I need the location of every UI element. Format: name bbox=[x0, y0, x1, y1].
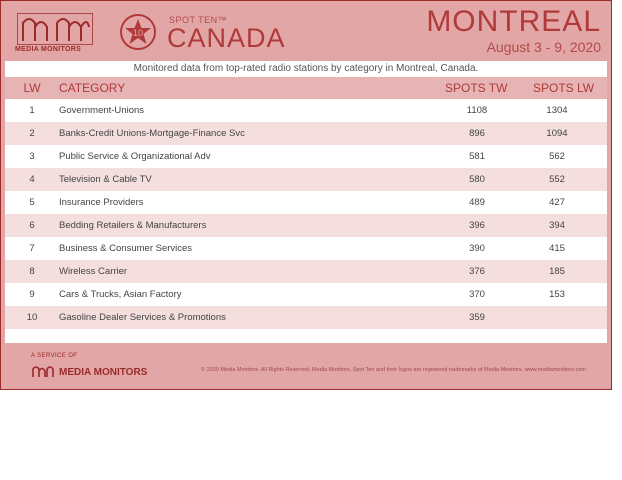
row-lw: 8 bbox=[29, 266, 35, 277]
row-category: Wireless Carrier bbox=[59, 266, 128, 277]
table-row bbox=[5, 214, 607, 237]
row-lw: 9 bbox=[29, 289, 35, 300]
table-row bbox=[5, 99, 607, 122]
row-spots-lw: 1094 bbox=[546, 128, 568, 139]
row-lw: 1 bbox=[29, 105, 35, 116]
row-spots-lw: 415 bbox=[549, 243, 565, 254]
table-row bbox=[5, 145, 607, 168]
table-row bbox=[5, 122, 607, 145]
row-category: Television & Cable TV bbox=[59, 174, 152, 185]
row-category: Business & Consumer Services bbox=[59, 243, 193, 254]
row-category: Public Service & Organizational Adv bbox=[59, 151, 211, 162]
table-header bbox=[5, 77, 607, 99]
badge-number: 10 bbox=[132, 28, 144, 38]
row-category: Gasoline Dealer Services & Promotions bbox=[59, 312, 226, 323]
row-lw: 7 bbox=[29, 243, 35, 254]
header-spots-lw: SPOTS LW bbox=[533, 81, 595, 95]
row-lw: 3 bbox=[29, 151, 35, 162]
legal-notice: © 2020 Media Monitors. All Rights Reserved. Media Monitors, Spot Ten and their logos are registered trademarks of Media Monitors. www.mediamonitors.com bbox=[201, 367, 586, 373]
row-lw: 2 bbox=[29, 128, 35, 139]
row-spots-tw: 489 bbox=[469, 197, 485, 208]
city-title: MONTREAL bbox=[426, 5, 601, 38]
table-row bbox=[5, 260, 607, 283]
row-spots-tw: 396 bbox=[469, 220, 485, 231]
row-spots-tw: 376 bbox=[469, 266, 485, 277]
spot-ten-label: SPOT TEN™ bbox=[169, 15, 228, 25]
table-body bbox=[5, 99, 607, 329]
row-spots-lw: 562 bbox=[549, 151, 565, 162]
table-row bbox=[5, 306, 607, 329]
row-lw: 10 bbox=[26, 312, 38, 323]
row-spots-tw: 581 bbox=[469, 151, 485, 162]
header-lw: LW bbox=[23, 81, 41, 95]
star-badge-icon bbox=[119, 13, 157, 51]
service-label: A SERVICE OF bbox=[31, 353, 78, 359]
row-spots-lw: 1304 bbox=[546, 105, 568, 116]
table-row bbox=[5, 283, 607, 306]
row-lw: 6 bbox=[29, 220, 35, 231]
row-spots-tw: 359 bbox=[469, 312, 485, 323]
ranking-table bbox=[5, 61, 607, 343]
header-category: CATEGORY bbox=[59, 81, 126, 95]
row-spots-lw: 427 bbox=[549, 197, 565, 208]
media-monitors-footer-mark-icon bbox=[31, 364, 57, 378]
table-subtitle: Monitored data from top-rated radio stations by category in Montreal, Canada. bbox=[133, 63, 479, 74]
table-row bbox=[5, 191, 607, 214]
row-lw: 4 bbox=[29, 174, 35, 185]
row-spots-lw: 185 bbox=[549, 266, 565, 277]
row-category: Banks-Credit Unions-Mortgage-Finance Svc bbox=[59, 128, 245, 139]
row-lw: 5 bbox=[29, 197, 35, 208]
row-spots-tw: 1108 bbox=[466, 105, 488, 116]
row-spots-tw: 370 bbox=[469, 289, 485, 300]
table-row bbox=[5, 168, 607, 191]
date-range: August 3 - 9, 2020 bbox=[486, 39, 601, 55]
row-category: Government-Unions bbox=[59, 105, 145, 116]
row-category: Cars & Trucks, Asian Factory bbox=[59, 289, 182, 300]
row-spots-tw: 896 bbox=[469, 128, 485, 139]
row-spots-lw: 153 bbox=[549, 289, 565, 300]
row-spots-tw: 390 bbox=[469, 243, 485, 254]
table-row bbox=[5, 237, 607, 260]
media-monitors-logo bbox=[15, 13, 93, 53]
row-category: Bedding Retailers & Manufacturers bbox=[59, 220, 207, 231]
row-spots-lw: 552 bbox=[549, 174, 565, 185]
logo-text: MEDIA MONITORS bbox=[15, 46, 82, 53]
row-spots-lw: 394 bbox=[549, 220, 565, 231]
header-spots-tw: SPOTS TW bbox=[445, 81, 508, 95]
row-spots-tw: 580 bbox=[469, 174, 485, 185]
media-monitors-mark-icon bbox=[17, 13, 93, 45]
row-category: Insurance Providers bbox=[59, 197, 144, 208]
country-title: CANADA bbox=[167, 23, 286, 53]
footer-logo-text: MEDIA MONITORS bbox=[59, 367, 148, 378]
